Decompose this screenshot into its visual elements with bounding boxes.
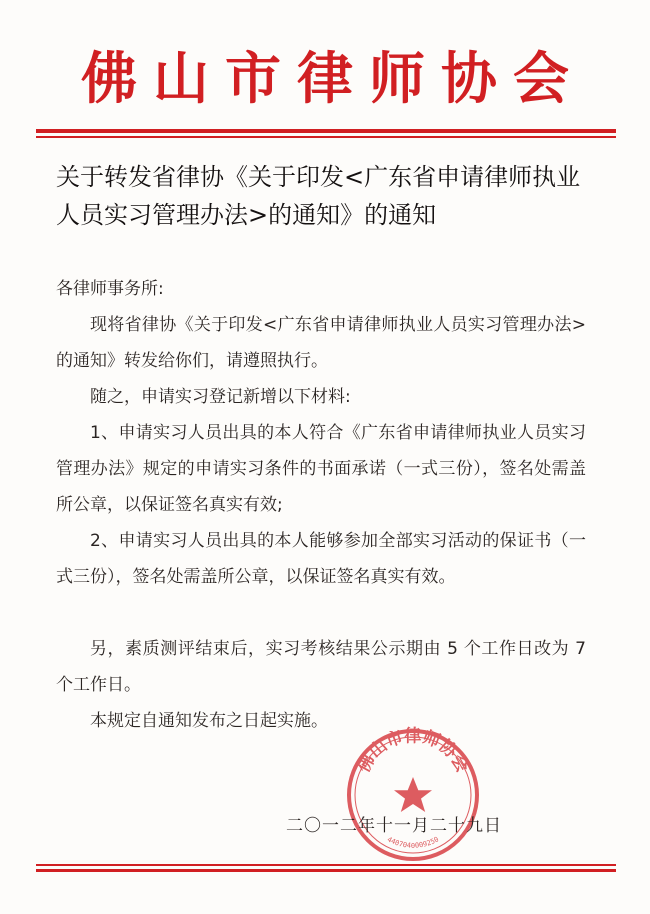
official-seal-stamp <box>343 725 483 865</box>
seal-serial: 4407040009250 <box>385 835 441 850</box>
seal-arc-text <box>353 725 473 776</box>
letterhead-rule-thin <box>36 136 616 138</box>
paragraph-item-2: 2、申请实习人员出具的本人能够参加全部实习活动的保证书（一式三份），签名处需盖所公章，以保证签名真实有效。 <box>56 531 586 587</box>
letterhead-org-name: 佛山市律师协会 <box>81 46 585 112</box>
footer-rule-thin <box>36 864 616 866</box>
seal-star-icon <box>394 777 432 812</box>
letterhead-rule-thick <box>36 129 616 133</box>
paragraph-new-materials: 随之，申请实习登记新增以下材料: <box>90 387 351 407</box>
paragraph-publicity-period: 另，素质测评结束后，实习考核结果公示期由 5 个工作日改为 7 个工作日。 <box>56 639 586 695</box>
seal-org-text: 佛山市律师协会 <box>353 726 473 776</box>
document-title: 关于转发省律协《关于印发<广东省申请律师执业人员实习管理办法>的通知》的通知 <box>56 163 581 229</box>
paragraph-item-1: 1、申请实习人员出具的本人符合《广东省申请律师执业人员实习管理办法》规定的申请实习条件的书面承诺（一式三份），签名处需盖所公章，以保证签名真实有效; <box>56 423 586 515</box>
footer-rule-thick <box>36 869 616 872</box>
issue-date: 二〇一二年十一月二十九日 <box>286 816 502 836</box>
paragraph-forwarding: 现将省律协《关于印发<广东省申请律师执业人员实习管理办法>的通知》转发给你们，请遵照执行。 <box>56 315 586 371</box>
paragraph-effective: 本规定自通知发布之日起实施。 <box>90 711 328 731</box>
greeting: 各律师事务所: <box>56 279 164 299</box>
